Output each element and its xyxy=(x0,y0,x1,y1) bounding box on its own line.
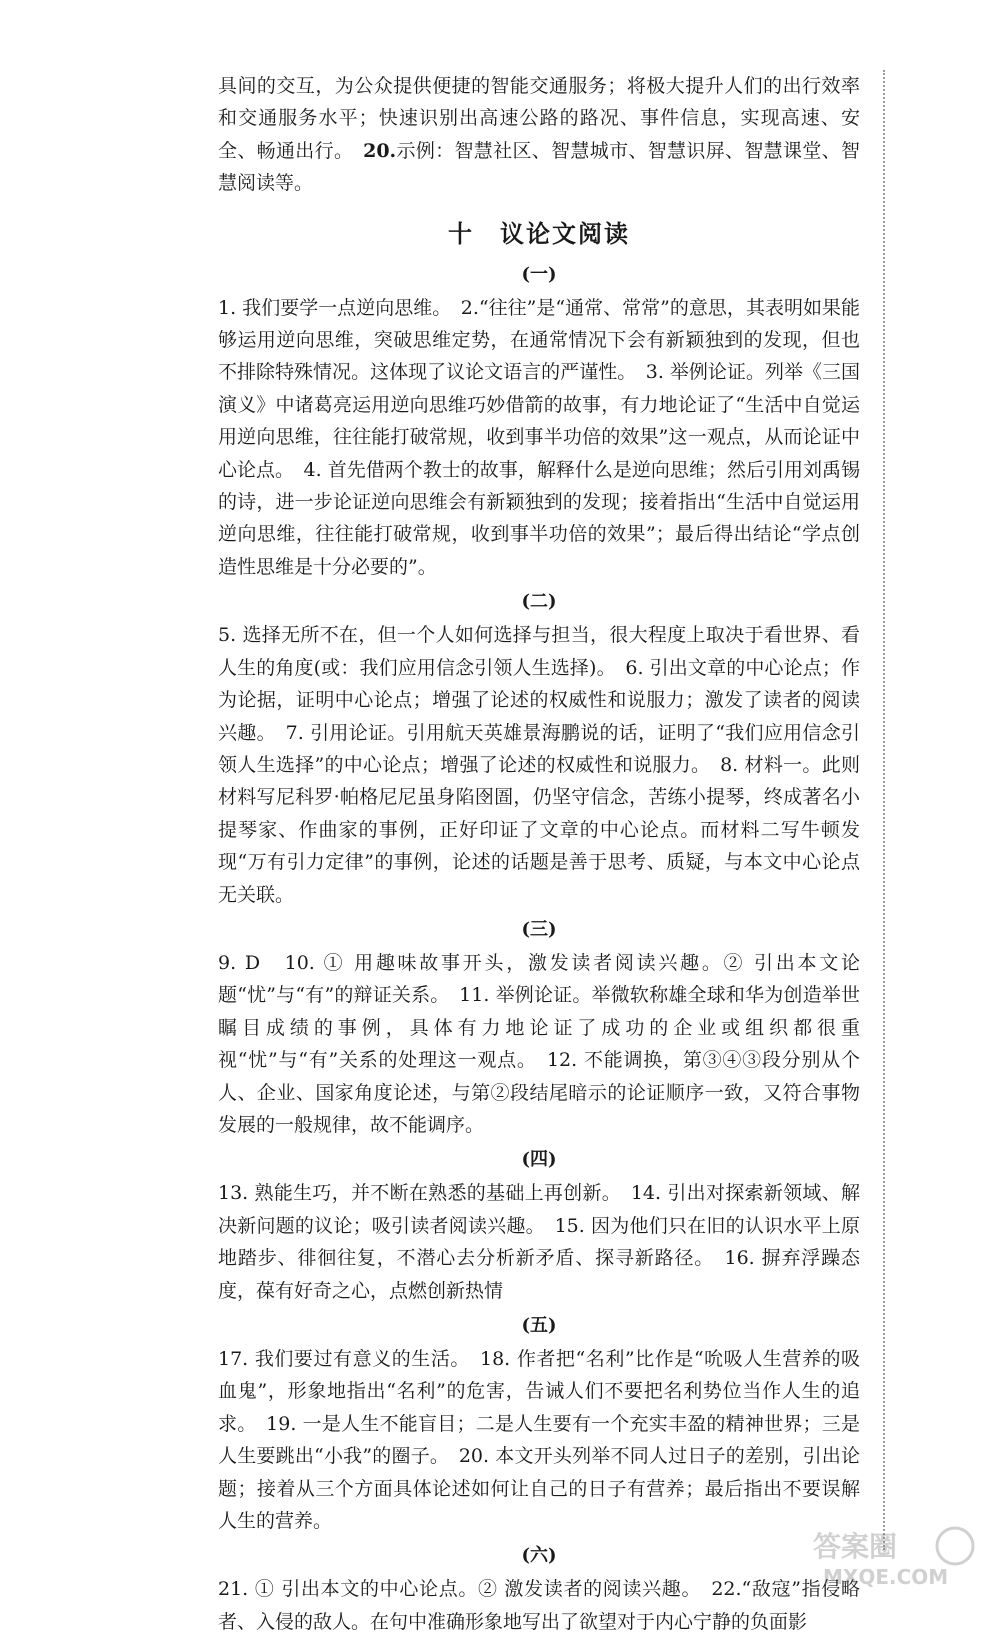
answer-column xyxy=(218,70,860,1638)
intro-text-2: 示例：智慧社区、智慧城市、智慧识屏、智慧课堂、智慧阅读等。 xyxy=(218,139,860,195)
part-heading-4: (四) xyxy=(521,1149,557,1171)
section-title: 十 议论文阅读 xyxy=(448,218,630,248)
watermark-circle-icon xyxy=(937,1528,973,1564)
watermark-logo xyxy=(805,1522,985,1592)
intro-paragraph xyxy=(218,70,860,200)
intro-text: 具间的交互，为公众提供便捷的智能交通服务；将极大提升人们的出行效率和交通服务水平；快速识别出高速公路的路况、事件信息，实现高速、安全、畅通出行。 xyxy=(218,75,860,162)
part-text-6: 21. ① 引出本文的中心论点。② 激发读者的阅读兴趣。 22.“敌寇”指侵略者、入侵的敌人。在句中准确形象地写出了欲望对于内心宁静的负面影 xyxy=(218,1578,860,1633)
item-number: 20. xyxy=(363,139,397,162)
part-heading-6: (六) xyxy=(521,1545,557,1567)
part-heading-3: (三) xyxy=(521,918,557,940)
part-text-3: 9. D 10. ① 用趣味故事开头，激发读者阅读兴趣。② 引出本文论题“忧”与“有”的辩证关系。 11. 举例论证。举微软称雄全球和华为创造举世瞩目成绩的事例，具体有力地论证了成功的企业或组织都很重视“忧”与“有”关系的处理这一观点。 12. 不能调换，第③④③段分别从个人、企业、国家角度论述，与第②段结尾暗示的论证顺序一致，又符合事物发展的一般规律，故不能调序。 xyxy=(218,951,860,1136)
watermark-url: MXQE.COM xyxy=(823,1565,949,1589)
binding-dotted-line xyxy=(883,70,885,1550)
part-text-2: 5. 选择无所不在，但一个人如何选择与担当，很大程度上取决于看世界、看人生的角度(或：我们应用信念引领人生选择)。 6. 引出文章的中心论点；作为论据，证明中心论点；增强了论述的权威性和说服力；激发了读者的阅读兴趣。 7. 引用论证。引用航天英雄景海鹏说的话，证明了“我们应用信念引领人生选择”的中心论点；增强了论述的权威性和说服力。 8. 材料一。此则材料写尼科罗·帕格尼尼虽身陷囹圄，仍坚守信念，苦练小提琴，终成著名小提琴家、作曲家的事例，正好印证了文章的中心论点。而材料二写牛顿发现“万有引力定律”的事例，论述的话题是善于思考、质疑，与本文中心论点无关联。 xyxy=(218,624,860,906)
watermark-title: 答案圈 xyxy=(813,1530,898,1563)
part-text-5: 17. 我们要过有意义的生活。 18. 作者把“名利”比作是“吮吸人生营养的吸血鬼”，形象地指出“名利”的危害，告诫人们不要把名利势位当作人生的追求。 19. 一是人生不能盲目；二是人生要有一个充实丰盈的精神世界；三是人生要跳出“小我”的圈子。 20. 本文开头列举不同人过日子的差别，引出论题；接着从三个方面具体论述如何让自己的日子有营养；最后指出不要误解人生的营养。 xyxy=(218,1348,860,1533)
part-text-1: 1. 我们要学一点逆向思维。 2.“往往”是“通常、常常”的意思，其表明如果能够运用逆向思维，突破思维定势，在通常情况下会有新颖独到的发现，但也不排除特殊情况。这体现了议论文语言的严谨性。 3. 举例论证。列举《三国演义》中诸葛亮运用逆向思维巧妙借箭的故事，有力地论证了“生活中自觉运用逆向思维，往往能打破常规，收到事半功倍的效果”这一观点，从而论证中心论点。 4. 首先借两个教士的故事，解释什么是逆向思维；然后引用刘禹锡的诗，进一步论证逆向思维会有新颖独到的发现；接着指出“生活中自觉运用逆向思维，往往能打破常规，收到事半功倍的效果”；最后得出结论“学点创造性思维是十分必要的”。 xyxy=(218,296,860,578)
part-text-4: 13. 熟能生巧，并不断在熟悉的基础上再创新。 14. 引出对探索新领域、解决新问题的议论；吸引读者阅读兴趣。 15. 因为他们只在旧的认识水平上原地踏步、徘徊往复，不潜心去分析新矛盾、探寻新路径。 16. 摒弃浮躁态度，葆有好奇之心，点燃创新热情 xyxy=(218,1182,860,1302)
part-heading-2: (二) xyxy=(521,591,557,613)
part-heading-1: (一) xyxy=(521,263,557,285)
part-heading-5: (五) xyxy=(521,1315,557,1336)
